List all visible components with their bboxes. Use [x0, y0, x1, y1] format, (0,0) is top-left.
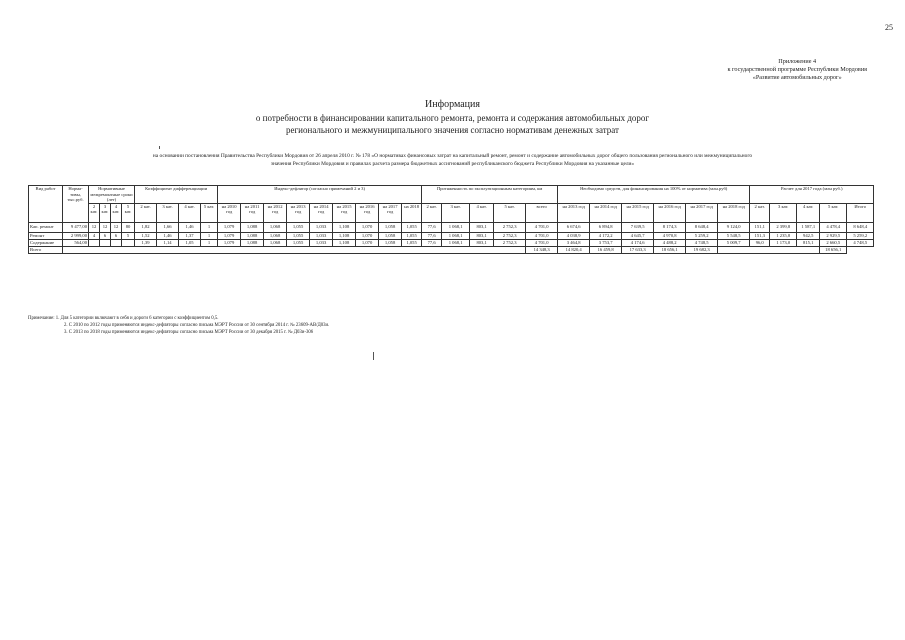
subheader-cell: 3 кат. — [770, 203, 797, 222]
table-cell: 1,39 — [135, 239, 157, 246]
subheader-cell: на 2014 год — [310, 203, 333, 222]
table-cell: 96,0 — [750, 239, 770, 246]
table-row — [29, 232, 874, 239]
table-cell: 4 478,4 — [820, 222, 847, 232]
table-cell: 4 970,8 — [654, 232, 686, 239]
table-cell: 1,079 — [218, 222, 241, 232]
table-cell: 8 648,4 — [847, 222, 874, 232]
table-cell: 1,088 — [241, 222, 264, 232]
table-cell: 6 — [111, 232, 122, 239]
table-cell: 80 — [122, 222, 135, 232]
subheader-cell: 3 кат. — [100, 203, 111, 222]
table-cell: 1,52 — [135, 232, 157, 239]
table-cell: 16 459,8 — [590, 246, 622, 253]
table-cell: 7 639,5 — [622, 222, 654, 232]
table-cell: 1,37 — [179, 232, 201, 239]
subheader-cell: 5 кат. — [201, 203, 218, 222]
table-cell: 8 648,4 — [686, 222, 718, 232]
table-cell: 1,108 — [333, 239, 356, 246]
table-cell: 1,108 — [333, 222, 356, 232]
notes — [28, 315, 329, 337]
col-length: Протяженность по эксплуатационным категориям, км — [422, 186, 558, 204]
table-cell: 5 259,2 — [686, 232, 718, 239]
subheader-cell: всего — [526, 203, 558, 222]
table-cell: 4 748,5 — [847, 239, 874, 246]
subheader-cell: 4 кат. — [470, 203, 494, 222]
table-cell: 803,1 — [470, 222, 494, 232]
table-cell: 1,033 — [310, 239, 333, 246]
subheader-cell: Итого — [847, 203, 874, 222]
table-cell: 12 — [89, 222, 100, 232]
table-cell: 4 701,0 — [526, 239, 558, 246]
table-cell: 14 820,4 — [558, 246, 590, 253]
table-cell: 1,058 — [379, 239, 402, 246]
subheader-cell: 5 кат. — [820, 203, 847, 222]
table-cell: 2 929,5 — [820, 232, 847, 239]
subheader-cell: на 2011 год — [241, 203, 264, 222]
table-cell: 1,088 — [241, 232, 264, 239]
table-cell: 5 009,7 — [718, 239, 750, 246]
table-cell: 2 752,3 — [494, 239, 526, 246]
table-cell: 4 488,2 — [654, 239, 686, 246]
table-cell — [100, 239, 111, 246]
subheader-cell: на 2016 год — [654, 203, 686, 222]
col-coef: Коэффициент дифференциации — [135, 186, 218, 204]
table-cell: 1,108 — [333, 232, 356, 239]
table-cell: 3 464,8 — [558, 239, 590, 246]
table-row — [29, 239, 874, 246]
table-cell: 18 656,1 — [820, 246, 847, 253]
title-line: Информация — [425, 99, 480, 110]
subheader-cell: 3 кат. — [442, 203, 470, 222]
table-cell: 4 — [89, 232, 100, 239]
table-cell: 1,46 — [179, 222, 201, 232]
table-cell: 2 752,3 — [494, 222, 526, 232]
table-cell: 1,46 — [157, 232, 179, 239]
subheader-cell: на 2014 год — [590, 203, 622, 222]
table-cell: 4 701,0 — [526, 232, 558, 239]
table-cell: 1,088 — [241, 239, 264, 246]
table-cell: 1,070 — [356, 232, 379, 239]
empty-cell — [63, 246, 526, 253]
table-cell: 1,055 — [402, 222, 422, 232]
col-need: Необходимо средств, для финансирования на 100% от норматива (млн.руб) — [558, 186, 750, 204]
table-cell: 12 — [100, 222, 111, 232]
subheader-cell: на 2015 год — [622, 203, 654, 222]
table-cell: 4 748,5 — [686, 239, 718, 246]
table-cell: 4 645,7 — [622, 232, 654, 239]
table-cell: 4 174,6 — [622, 239, 654, 246]
table-cell: 1,033 — [310, 232, 333, 239]
table-cell: 14 348,3 — [526, 246, 558, 253]
table-cell: 9 477,00 — [63, 222, 89, 232]
subheader-cell: 4 кат. — [797, 203, 820, 222]
scan-mark — [159, 146, 160, 149]
table-cell: 1,055 — [402, 232, 422, 239]
subheader-cell: на 2010 год — [218, 203, 241, 222]
appendix-line: «Развитие автомобильных дорог» — [752, 74, 842, 81]
table-cell: 4 038,9 — [558, 232, 590, 239]
table-cell: 1 173,0 — [770, 239, 797, 246]
table-cell: 1,82 — [135, 222, 157, 232]
page-number: 25 — [885, 23, 893, 32]
empty-cell — [718, 246, 820, 253]
table-cell: 1,058 — [379, 222, 402, 232]
subheader-cell: на 2018 год — [718, 203, 750, 222]
table-cell: 77,6 — [422, 232, 442, 239]
table-cell: 1,055 — [287, 232, 310, 239]
table-cell: 5 548,5 — [718, 232, 750, 239]
row-label: Ремонт — [29, 232, 63, 239]
table-cell: 77,6 — [422, 239, 442, 246]
table-cell: 6 674,6 — [558, 222, 590, 232]
table-cell — [122, 239, 135, 246]
document-title — [0, 99, 905, 137]
table-cell: 942,5 — [797, 232, 820, 239]
col-index: Индекс-дефлятор (согласно примечаний 2 и 3) — [218, 186, 422, 204]
table-cell: 1,05 — [179, 239, 201, 246]
table-cell: 1,068 — [264, 232, 287, 239]
title-line: о потребности в финансировании капитального ремонта, ремонта и содержания автомобильных дорог — [255, 112, 650, 123]
table-cell: 6 — [100, 232, 111, 239]
table-cell: 1 587,1 — [797, 222, 820, 232]
table-cell: 1,068 — [264, 239, 287, 246]
appendix-line: к государственной программе Республики Мордовия — [727, 66, 867, 73]
title-line: регионального и межмуниципального значения согласно нормативам денежных затрат — [286, 125, 619, 135]
note-line: Примечание: 1. Для 5 категории включают в себя и дороги 6 категории с коэффициентом 0,5. — [28, 316, 219, 321]
total-row — [29, 246, 874, 253]
subheader-cell: на 2012 год — [264, 203, 287, 222]
subheader-cell: 2 кат. — [750, 203, 770, 222]
table-cell: 1 235,8 — [770, 232, 797, 239]
table-cell: 1 068,1 — [442, 232, 470, 239]
subheader-cell: на 2017 год — [379, 203, 402, 222]
table-cell: 5 259,2 — [847, 232, 874, 239]
table-cell: 77,6 — [422, 222, 442, 232]
subheader-cell: 5 кат. — [494, 203, 526, 222]
table-cell: 1,058 — [379, 232, 402, 239]
table-cell: 803,1 — [470, 239, 494, 246]
row-label: Кап. ремонт — [29, 222, 63, 232]
col-work-type: Вид работ — [29, 186, 63, 223]
note-line: 3. С 2013 по 2018 годы применяются индекс-дефляторы согласно письма МЭРТ России от 30 декабря 2015 г. № Д03и-306 — [64, 330, 314, 336]
table-cell: 1,033 — [310, 222, 333, 232]
table-cell: 18 656,1 — [654, 246, 686, 253]
subheader-cell: на 2016 год — [356, 203, 379, 222]
subheader-cell: на 2017 год — [686, 203, 718, 222]
table-cell: 2 399,8 — [770, 222, 797, 232]
table-cell — [89, 239, 100, 246]
table-cell: 1 — [201, 222, 218, 232]
table-cell: 1 — [201, 232, 218, 239]
subheader-cell: на 2013 год — [558, 203, 590, 222]
subheader-cell: 4 кат. — [179, 203, 201, 222]
appendix-line: Приложение 4 — [778, 58, 817, 65]
table-cell: 151,3 — [750, 232, 770, 239]
table-cell: 1,079 — [218, 232, 241, 239]
table-cell: 1 — [201, 239, 218, 246]
subheader-cell: на 2015 год — [333, 203, 356, 222]
table-cell: 6 894,8 — [590, 222, 622, 232]
table-cell: 1,079 — [218, 239, 241, 246]
table-cell: 1,055 — [287, 222, 310, 232]
table-cell: 1,055 — [287, 239, 310, 246]
col-calc-2017: Расчет для 2017 года (млн руб.) — [750, 186, 874, 204]
table-cell: 564,00 — [63, 239, 89, 246]
financing-table — [28, 185, 874, 254]
subheader-cell: 4 кат. — [111, 203, 122, 222]
table-cell: 1,068 — [264, 222, 287, 232]
table-cell: 3 753,7 — [590, 239, 622, 246]
subheader-cell: 2 кат. — [422, 203, 442, 222]
subheader-cell: на 2018 — [402, 203, 422, 222]
subheader-cell: 2 кат. — [89, 203, 100, 222]
table-cell: 1,070 — [356, 239, 379, 246]
row-label: Содержание — [29, 239, 63, 246]
subheader-cell: 5 кат. — [122, 203, 135, 222]
table-cell: 5 — [122, 232, 135, 239]
table-cell: 803,1 — [470, 232, 494, 239]
appendix-caption — [727, 58, 867, 82]
table-cell: 1,66 — [157, 222, 179, 232]
scan-mark — [373, 352, 374, 360]
table-cell: 8 174,3 — [654, 222, 686, 232]
subheader-cell: на 2013 год — [287, 203, 310, 222]
table-cell: 1,055 — [402, 239, 422, 246]
col-norm: Норма-тивы, тыс.руб. — [63, 186, 89, 223]
table-cell: 815,1 — [797, 239, 820, 246]
table-cell: 2 660,5 — [820, 239, 847, 246]
table-cell: 17 633,3 — [622, 246, 654, 253]
table-row — [29, 222, 874, 232]
table-cell: 1,070 — [356, 222, 379, 232]
table-cell: 4 701,0 — [526, 222, 558, 232]
table-cell: 151,1 — [750, 222, 770, 232]
table-cell — [111, 239, 122, 246]
table-cell: 1 068,1 — [442, 239, 470, 246]
table-cell: 4 172,2 — [590, 232, 622, 239]
table-cell: 19 682,3 — [686, 246, 718, 253]
subheader-cell: 3 кат. — [157, 203, 179, 222]
total-label: Всего — [29, 246, 63, 253]
table-cell: 12 — [111, 222, 122, 232]
table-cell: 2 999,00 — [63, 232, 89, 239]
basis-line: значения Республики Мордовия и правилах расчета размера бюджетных ассигнований республиканского бюджета Республики Мордовия на указанные цели» — [270, 160, 635, 167]
table-cell: 2 752,3 — [494, 232, 526, 239]
table-cell: 1 068,1 — [442, 222, 470, 232]
subheader-cell: 2 кат. — [135, 203, 157, 222]
note-line: 2. С 2010 по 2012 годы применяются индекс-дефляторы согласно письма МЭРТ России от 30 сентября 2014 г. № 23609-АВ/Д03и. — [64, 323, 330, 329]
legal-basis — [0, 153, 905, 168]
table-cell: 9 124,0 — [718, 222, 750, 232]
table-cell: 1,14 — [157, 239, 179, 246]
col-periods: Нормативные межремонтные сроки (лет) — [90, 186, 133, 202]
basis-line: на основании постановления Правительства Республики Мордовия от 26 апреля 2010 г. № 178 «О нормативах финансовых затрат на капитальный ремонт, ремонт и содержание автомобильных дорог общего пользования регионального или межмуниципального — [152, 153, 753, 159]
